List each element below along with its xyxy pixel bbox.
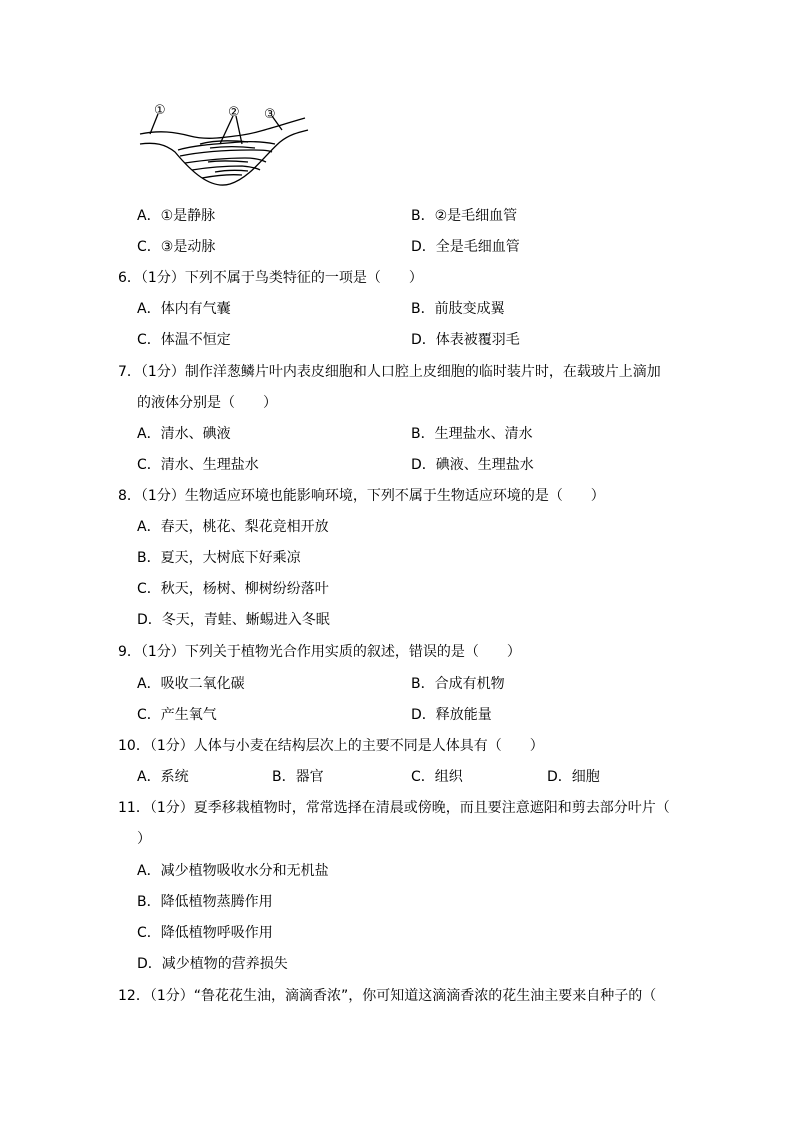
q6-option-a: A．体内有气囊 <box>137 301 231 317</box>
q5-option-b: B．②是毛细血管 <box>411 208 518 224</box>
q9-option-a: A．吸收二氧化碳 <box>137 676 245 692</box>
blood-vessel-diagram <box>130 100 320 195</box>
q7-stem-line1: 7．（1分）制作洋葱鳞片叶内表皮细胞和人口腔上皮细胞的临时装片时，在载玻片上滴加 <box>118 364 661 380</box>
q9-option-c: C．产生氧气 <box>137 707 217 723</box>
q8-option-c: C．秋天，杨树、柳树纷纷落叶 <box>137 581 329 597</box>
q6-option-c: C．体温不恒定 <box>137 332 231 348</box>
q10-stem: 10．（1分）人体与小麦在结构层次上的主要不同是人体具有（ ） <box>118 738 544 754</box>
q6-stem: 6．（1分）下列不属于鸟类特征的一项是（ ） <box>118 270 423 286</box>
q11-option-b: B．降低植物蒸腾作用 <box>137 894 273 910</box>
q7-stem-line2: 的液体分别是（ ） <box>137 395 277 411</box>
q9-option-d: D．释放能量 <box>411 707 492 723</box>
q10-option-c: C．组织 <box>411 769 463 785</box>
q7-option-a: A．清水、碘液 <box>137 426 231 442</box>
q7-option-c: C．清水、生理盐水 <box>137 457 259 473</box>
q6-option-b: B．前肢变成翼 <box>411 301 505 317</box>
q10-option-d: D．细胞 <box>547 769 600 785</box>
diagram-label-3: ③ <box>264 107 276 122</box>
q8-option-d: D．冬天，青蛙、蜥蜴进入冬眠 <box>137 612 330 628</box>
q9-stem: 9．（1分）下列关于植物光合作用实质的叙述，错误的是（ ） <box>118 644 521 660</box>
q7-option-b: B．生理盐水、清水 <box>411 426 533 442</box>
q8-option-b: B．夏天，大树底下好乘凉 <box>137 550 301 566</box>
q6-option-d: D．体表被覆羽毛 <box>411 332 520 348</box>
q5-option-a: A．①是静脉 <box>137 208 216 224</box>
q10-option-a: A．系统 <box>137 769 189 785</box>
q5-option-c: C．③是动脉 <box>137 239 216 255</box>
q7-option-d: D．碘液、生理盐水 <box>411 457 534 473</box>
q5-option-d: D．全是毛细血管 <box>411 239 520 255</box>
q11-stem-line2: ） <box>137 831 151 847</box>
q8-stem: 8．（1分）生物适应环境也能影响环境，下列不属于生物适应环境的是（ ） <box>118 488 605 504</box>
q11-option-d: D．减少植物的营养损失 <box>137 956 288 972</box>
q11-option-a: A．减少植物吸收水分和无机盐 <box>137 863 329 879</box>
q9-option-b: B．合成有机物 <box>411 676 505 692</box>
q10-option-b: B．器官 <box>272 769 324 785</box>
diagram-label-2: ② <box>228 105 240 120</box>
q8-option-a: A．春天，桃花、梨花竞相开放 <box>137 519 329 535</box>
q12-stem: 12．（1分）“鲁花花生油，滴滴香浓”，你可知道这滴滴香浓的花生油主要来自种子的（ <box>118 988 657 1004</box>
diagram-label-1: ① <box>154 103 166 118</box>
q11-option-c: C．降低植物呼吸作用 <box>137 925 273 941</box>
q11-stem-line1: 11．（1分）夏季移栽植物时，常常选择在清晨或傍晚，而且要注意遮阳和剪去部分叶片（ <box>118 800 670 816</box>
